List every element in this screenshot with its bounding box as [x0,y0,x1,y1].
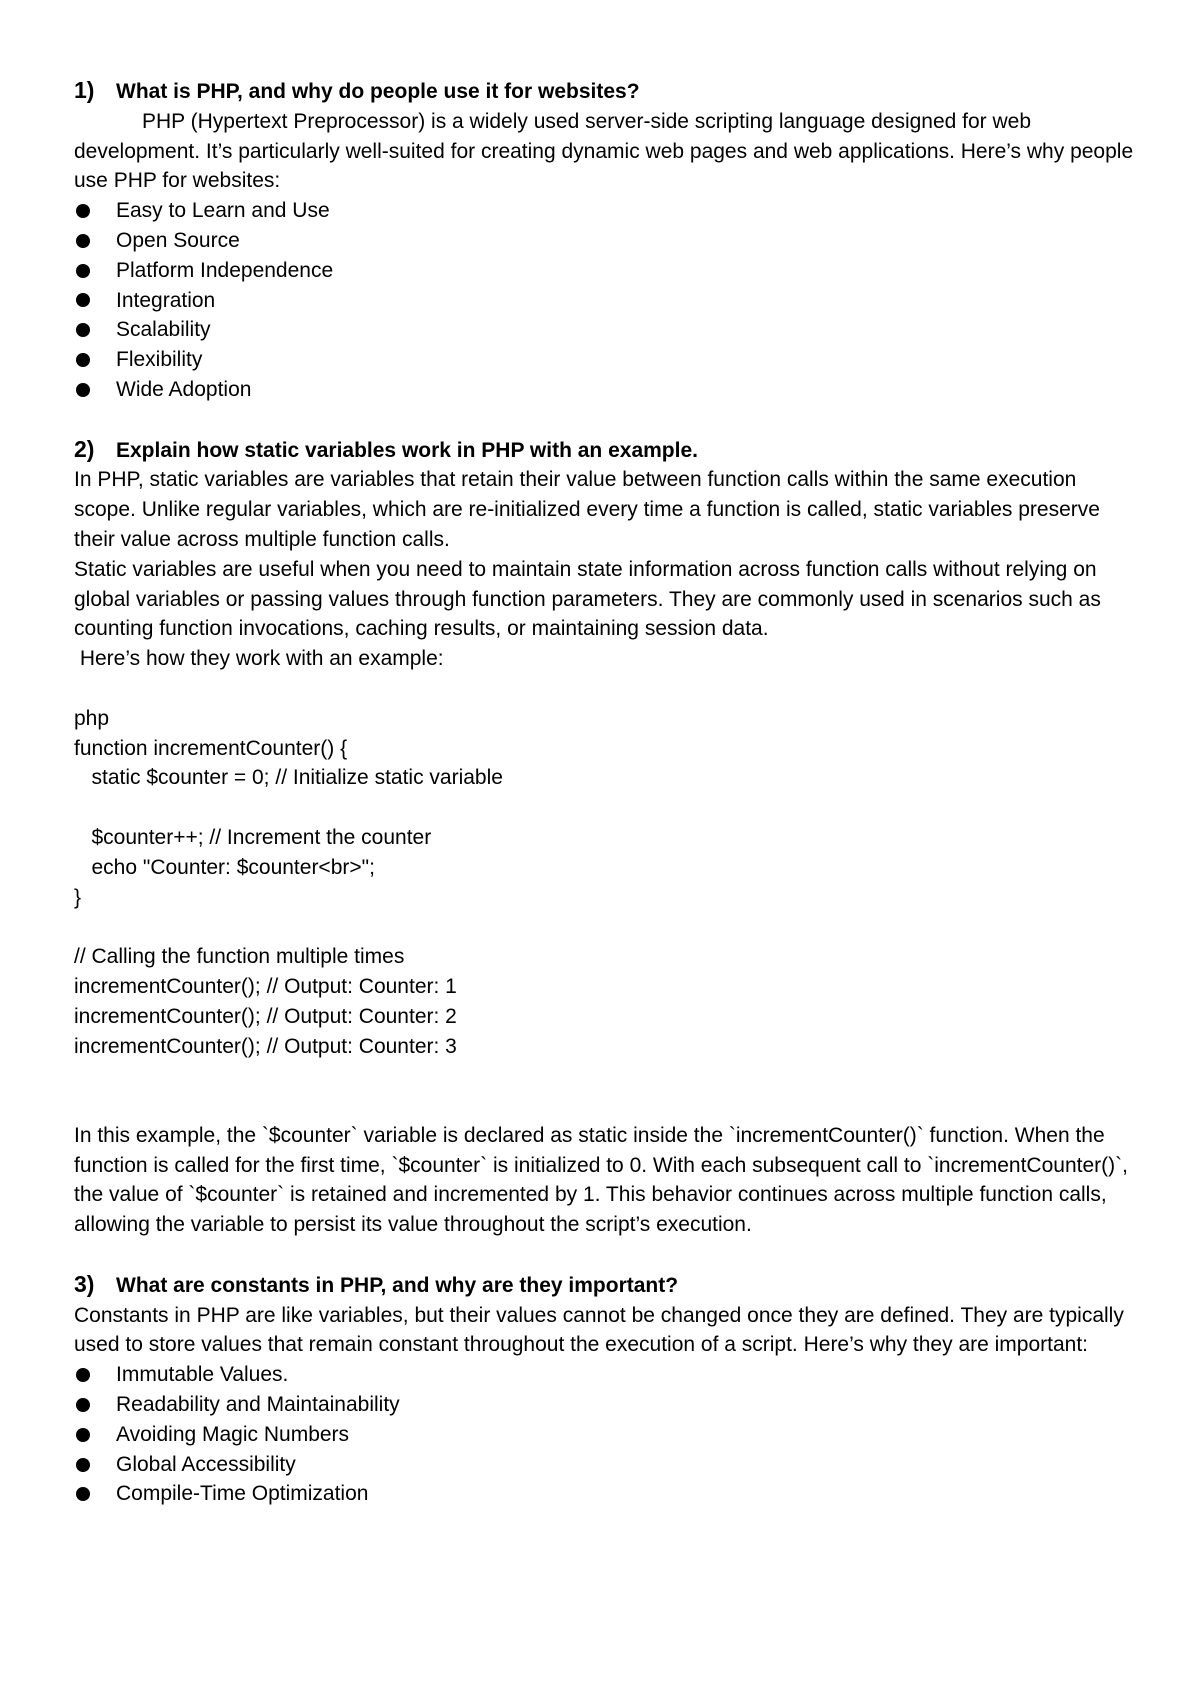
code-line [74,912,1144,942]
list-item [74,286,1144,316]
bullet-icon [76,353,90,367]
list-item-text: Compile-Time Optimization [116,1482,369,1506]
question-3-bullet-list [74,1360,1144,1509]
code-line: incrementCounter(); // Output: Counter: 3 [74,1034,457,1058]
question-3-title: What are constants in PHP, and why are they important? [116,1273,679,1297]
list-item-text: Flexibility [116,348,203,372]
bullet-icon [76,1368,90,1382]
list-item-text: Easy to Learn and Use [116,199,330,223]
question-3-heading [74,1270,1144,1301]
list-item [74,226,1144,256]
question-1-body: PHP (Hypertext Preprocessor) is a widely used server-side scripting language designed for web development. It’s particularly well-suited for creating dynamic web pages and web applications. Here’s why people use PHP for websites: [74,109,1134,193]
question-1-heading [74,76,1144,107]
list-item [74,196,1144,226]
bullet-icon [76,323,90,337]
spacer [74,1061,1144,1121]
question-2-title: Explain how static variables work in PHP with an example. [116,438,698,462]
spacer [74,1240,1144,1270]
code-line: echo "Counter: $counter<br>"; [74,855,375,879]
code-line: // Calling the function multiple times [74,945,405,969]
question-2-heading [74,435,1144,466]
list-item-text: Immutable Values. [116,1363,289,1387]
question-2-paragraph-3: Here’s how they work with an example: [74,647,444,671]
bullet-icon [76,234,90,248]
list-item-text: Open Source [116,228,240,252]
list-item-text: Platform Independence [116,258,334,282]
code-example [74,704,1144,1062]
question-1-number: 1) [74,77,95,103]
question-1-bullet-list [74,196,1144,405]
code-line: $counter++; // Increment the counter [74,825,432,849]
list-item [74,375,1144,405]
code-line: } [74,885,82,909]
list-item [74,1360,1144,1390]
list-item-text: Scalability [116,318,211,342]
list-item [74,1420,1144,1450]
question-2-paragraph-2: Static variables are useful when you need to maintain state information across function calls without relying on global variables or passing values through function parameters. They are commonly used in scenarios such as counting function invocations, caching results, or maintaining session data. [74,557,1101,641]
spacer [74,674,1144,704]
list-item [74,1479,1144,1509]
code-line: php [74,706,110,730]
list-item [74,345,1144,375]
bullet-icon [76,383,90,397]
bullet-icon [76,1398,90,1412]
list-item [74,256,1144,286]
question-1-title: What is PHP, and why do people use it for websites? [116,80,640,103]
list-item-text: Avoiding Magic Numbers [116,1422,350,1446]
code-line: function incrementCounter() { [74,736,348,760]
question-2-explanation: In this example, the `$counter` variable is declared as static inside the `incrementCounter()` function. When the function is called for the first time, `$counter` is initialized to 0. With each subsequent call to `incrementCounter()`, the value of `$counter` is retained and incremented by 1. This behavior continues across multiple function calls, allowing the variable to persist its value throughout the script’s execution. [74,1123,1128,1237]
bullet-icon [76,293,90,307]
bullet-icon [76,264,90,278]
document-page [74,76,1144,1509]
list-item-text: Integration [116,288,216,312]
question-3-body: Constants in PHP are like variables, but their values cannot be changed once they are defined. They are typically used to store values that remain constant throughout the execution of a script. Here’s why they are important: [74,1303,1124,1357]
code-line: incrementCounter(); // Output: Counter: 1 [74,974,457,998]
list-item-text: Global Accessibility [116,1452,296,1476]
code-line: static $counter = 0; // Initialize static variable [74,766,503,790]
list-item-text: Readability and Maintainability [116,1393,400,1417]
question-3-number: 3) [74,1270,95,1297]
question-2-paragraph-1: In PHP, static variables are variables that retain their value between function calls within the same execution scope. Unlike regular variables, which are re-initialized every time a function is called, static variables preserve their value across multiple function calls. [74,468,1100,551]
list-item-text: Wide Adoption [116,377,252,401]
list-item [74,1450,1144,1480]
list-item [74,315,1144,345]
spacer [74,405,1144,435]
bullet-icon [76,1428,90,1442]
code-line [74,793,1144,823]
bullet-icon [76,1458,90,1472]
bullet-icon [76,1487,90,1501]
question-2-number: 2) [74,435,95,462]
bullet-icon [76,204,90,218]
code-line: incrementCounter(); // Output: Counter: 2 [74,1004,457,1028]
list-item [74,1390,1144,1420]
